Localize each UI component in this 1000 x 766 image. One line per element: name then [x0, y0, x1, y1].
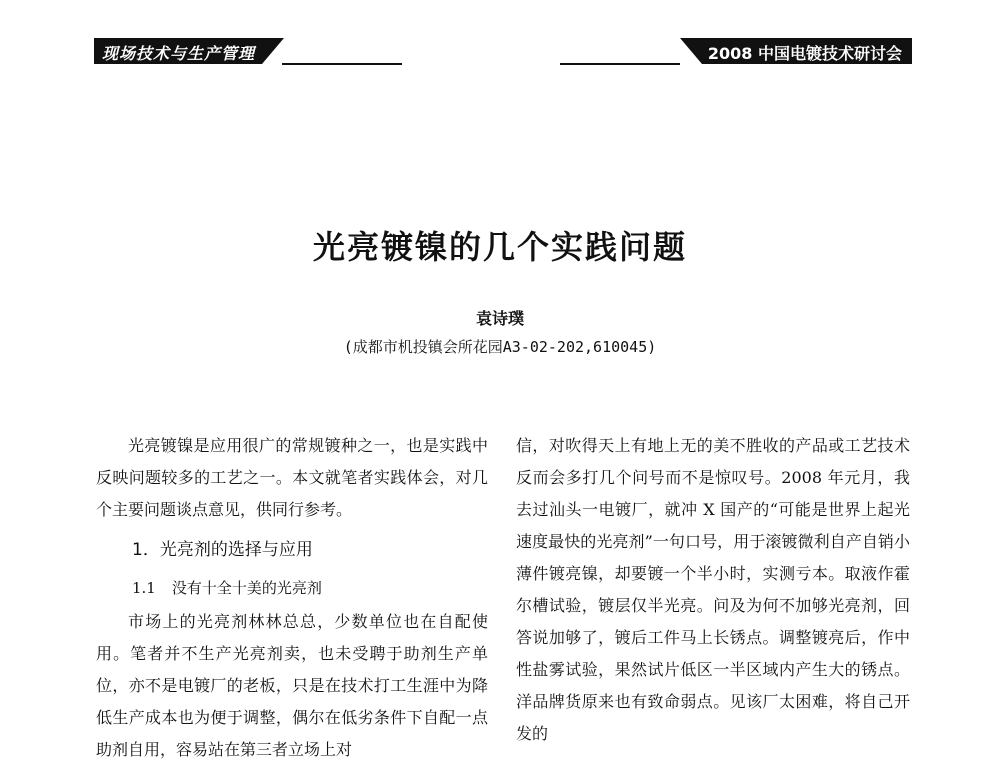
header-rule-right: [560, 63, 680, 65]
section-label: 现场技术与生产管理: [102, 44, 256, 63]
right-column: [516, 430, 910, 750]
header-rule-left: [282, 63, 402, 65]
section-1-1-number: 1.1: [132, 579, 156, 597]
article-author: 袁诗璞: [475, 309, 524, 328]
right-column-paragraph: 信，对吹得天上有地上无的美不胜收的产品或工艺技术反而会多打几个问号而不是惊叹号。2008 年元月，我去过汕头一电镀厂，就冲 X 国产的“可能是世界上起光速度最快的光亮剂”一句口号，用于滚镀微利自产自销小薄件镀亮镍，却要镀一个半小时，实测亏本。取液作霍尔槽试验，镀层仅半光亮。问及为何不加够光亮剂，回答说加够了，镀后工件马上长锈点。调整镀亮后，作中性盐雾试验，果然试片低区一半区域内产生大的锈点。洋品牌货原来也有致命弱点。见该厂太困难，将自己开发的: [516, 436, 910, 743]
section-1-1-paragraph: 市场上的光亮剂林林总总，少数单位也在自配使用。笔者并不生产光亮剂卖，也未受聘于助剂生产单位，亦不是电镀厂的老板，只是在技术打工生涯中为降低生产成本也为便于调整，偶尔在低劣条件下自配一点助剂自用，容易站在第三者立场上对: [96, 612, 488, 759]
running-header-right: [672, 38, 912, 66]
running-header-left: [94, 38, 284, 66]
article-title: 光亮镀镍的几个实践问题: [312, 228, 687, 266]
header-right-bar-tip: [680, 38, 702, 64]
section-1-heading: 1．光亮剂的选择与应用: [132, 540, 313, 560]
section-1-1-title: 没有十全十美的光亮剂: [171, 579, 322, 597]
left-column: [96, 430, 488, 766]
author-affiliation: (成都市机投镇会所花园A3-02-202,610045): [343, 338, 657, 356]
section-1-1-heading: [132, 572, 488, 604]
header-left-bar-tip: [262, 38, 284, 64]
conference-label: 2008 中国电镀技术研讨会: [707, 44, 902, 63]
intro-paragraph: 光亮镀镍是应用很广的常规镀种之一，也是实践中反映问题较多的工艺之一。本文就笔者实践体会，对几个主要问题谈点意见，供同行参考。: [96, 436, 488, 519]
